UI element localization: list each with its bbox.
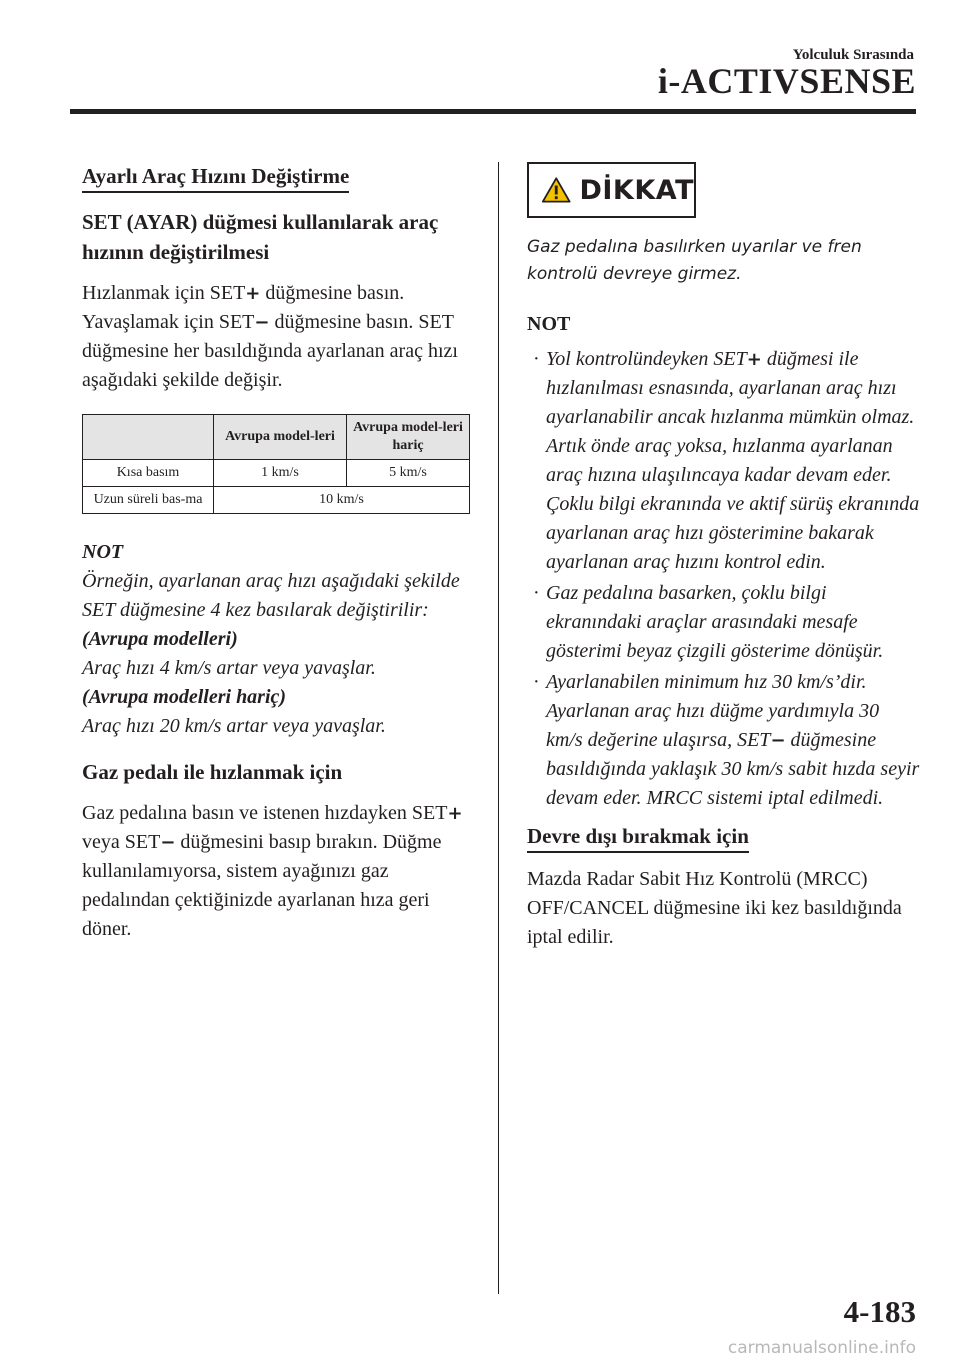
table-cell: 1 km/s — [214, 460, 347, 487]
table-row — [83, 460, 470, 487]
header-rule — [70, 109, 916, 114]
table-header-row — [83, 415, 470, 460]
note-subheading: (Avrupa modelleri) — [82, 628, 238, 650]
table-cell: Uzun süreli bas-ma — [83, 487, 214, 514]
accelerator-paragraph: Gaz pedalına basın ve istenen hızdayken SET+ veya SET− düğmesini basıp bırakın. Düğme kullanılamıyorsa, sistem ayağınızı gaz pedalından çektiğinizde ayarlanan hıza geri döner. — [82, 802, 463, 940]
note-label: NOT — [82, 541, 124, 563]
header-chapter: i-ACTIVSENSE — [657, 61, 916, 101]
page-number: 4-183 — [843, 1294, 916, 1329]
column-divider — [498, 162, 499, 1294]
table-header-cell: Avrupa model-leri hariç — [347, 415, 470, 460]
caution-text: Gaz pedalına basılırken uyarılar ve fren kontrolü devreye girmez. — [527, 237, 862, 284]
left-column — [82, 163, 474, 944]
table-row — [83, 487, 470, 514]
note-list — [527, 345, 920, 813]
table-header-cell — [83, 415, 214, 460]
header-section: Yolculuk Sırasında — [792, 47, 914, 63]
section-title-deactivate: Devre dışı bırakmak için — [527, 823, 749, 853]
minus-sign: − — [254, 312, 270, 333]
intro-paragraph: Hızlanmak için SET+ düğmesine basın. Yavaşlamak için SET− düğmesine basın. SET düğmesine her basıldığında ayarlanan araç hızı aşağıdaki şekilde değişir. — [82, 282, 458, 391]
right-column — [527, 162, 920, 952]
warning-triangle-icon — [541, 175, 571, 205]
table-cell: 5 km/s — [347, 460, 470, 487]
minus-sign: − — [160, 832, 176, 853]
minus-sign: − — [770, 730, 786, 751]
subheading-accelerator: Gaz pedalı ile hızlanmak için — [82, 760, 343, 784]
caution-title: DİKKAT — [579, 174, 694, 206]
table-cell: 10 km/s — [214, 487, 470, 514]
list-item: · Yol kontrolündeyken SET+ düğmesi ile hızlanılması esnasında, ayarlanan araç hızı ayarlanabilir ancak hızlanma mümkün olmaz. Artık önde araç yoksa, hızlanma ayarlanan araç hızına ulaşılıncaya kadar devam eder. Çoklu bilgi ekranında ve aktif sürüş ekranında ayarlanan araç hızı gösterimine bakarak ayarlanan araç hızını kontrol edin. — [527, 345, 920, 577]
note-text: Örneğin, ayarlanan araç hızı aşağıdaki şekilde SET düğmesine 4 kez basılarak değiştirilir: — [82, 570, 460, 621]
list-item: · Gaz pedalına basarken, çoklu bilgi ekranındaki araçlar arasındaki mesafe gösterimi beyaz çizgili gösterime dönüşür. — [527, 579, 920, 666]
list-item: · Ayarlanabilen minimum hız 30 km/s’dir. Ayarlanan araç hızı düğme yardımıyla 30 km/s değerine ulaşırsa, SET− düğmesine basıldığında yaklaşık 30 km/s sabit hızda seyir devam eder. MRCC sistemi iptal edilmedi. — [527, 668, 920, 813]
note-label: NOT — [527, 313, 571, 335]
section-title: Ayarlı Araç Hızını Değiştirme — [82, 163, 349, 193]
deactivate-paragraph: Mazda Radar Sabit Hız Kontrolü (MRCC) OFF/CANCEL düğmesine iki kez basıldığında iptal edilir. — [527, 868, 902, 948]
subheading-set-button: SET (AYAR) düğmesi kullanılarak araç hızının değiştirilmesi — [82, 210, 439, 264]
watermark: carmanualsonline.info — [727, 1338, 916, 1358]
note-text: Araç hızı 20 km/s artar veya yavaşlar. — [82, 715, 386, 737]
table-cell: Kısa basım — [83, 460, 214, 487]
caution-box — [527, 162, 696, 218]
speed-change-table — [82, 414, 470, 514]
note-subheading: (Avrupa modelleri hariç) — [82, 686, 287, 708]
plus-sign: + — [746, 349, 762, 370]
table-header-cell: Avrupa model-leri — [214, 415, 347, 460]
plus-sign: + — [447, 803, 463, 824]
note-text: Araç hızı 4 km/s artar veya yavaşlar. — [82, 657, 376, 679]
plus-sign: + — [245, 283, 261, 304]
